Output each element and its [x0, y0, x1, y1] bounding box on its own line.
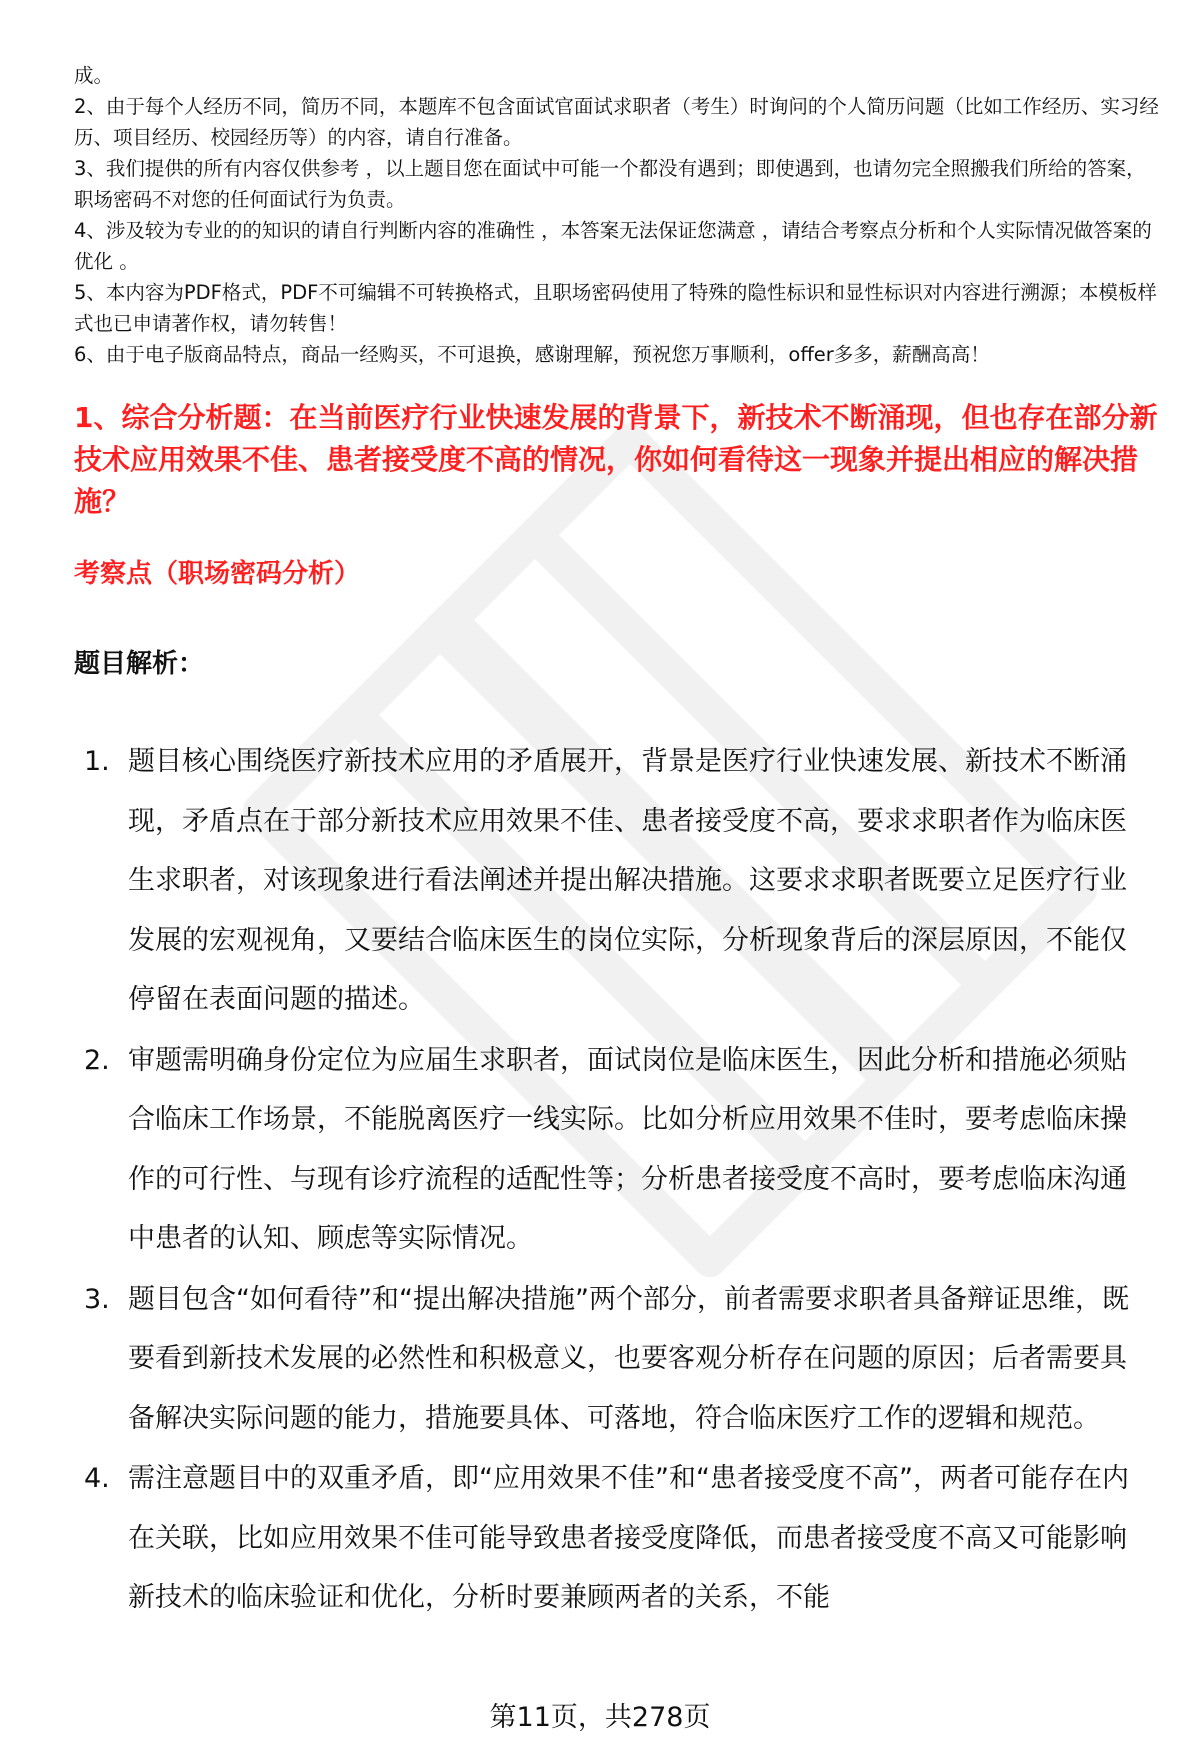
- item-text: 题目核心围绕医疗新技术应用的矛盾展开，背景是医疗行业快速发展、新技术不断涌现，矛盾点在于部分新技术应用效果不佳、患者接受度不高，要求求职者作为临床医生求职者，对该现象进行看法阐述并提出解决措施。这要求求职者既要立足医疗行业发展的宏观视角，又要结合临床医生的岗位实际，分析现象背后的深层原因，不能仅停留在表面问题的描述。: [128, 746, 1127, 1015]
- item-text: 需注意题目中的双重矛盾，即“应用效果不佳”和“患者接受度不高”，两者可能存在内在关联，比如应用效果不佳可能导致患者接受度降低，而患者接受度不高又可能影响新技术的临床验证和优化，分析时要兼顾两者的关系，不能: [128, 1463, 1129, 1613]
- analysis-list: [74, 732, 1144, 1629]
- note-line: 5、本内容为PDF格式，PDF不可编辑不可转换格式，且职场密码使用了特殊的隐性标识和显性标识对内容进行溯源；本模板样式也已申请著作权，请勿转售！: [74, 281, 1157, 335]
- item-text: 题目包含“如何看待”和“提出解决措施”两个部分，前者需要求职者具备辩证思维，既要看到新技术发展的必然性和积极意义，也要客观分析存在问题的原因；后者需要具备解决实际问题的能力，措施要具体、可落地，符合临床医疗工作的逻辑和规范。: [128, 1283, 1129, 1434]
- item-number: 4.: [84, 1463, 110, 1494]
- question-title: 1、综合分析题：在当前医疗行业快速发展的背景下，新技术不断涌现，但也存在部分新技术应用效果不佳、患者接受度不高的情况，你如何看待这一现象并提出相应的解决措施？: [74, 401, 1158, 518]
- analysis-item: [74, 732, 1144, 1030]
- note-line: 3、我们提供的所有内容仅供参考 ，以上题目您在面试中可能一个都没有遇到；即使遇到，也请勿完全照搬我们所给的答案，职场密码不对您的任何面试行为负责。: [74, 157, 1146, 211]
- item-number: 1.: [84, 746, 110, 777]
- kaochadian-heading: 考察点（职场密码分析）: [74, 559, 361, 589]
- note-line: 成。: [74, 64, 114, 87]
- page-footer: 第11页，共278页: [489, 1702, 711, 1733]
- note-line: 6、由于电子版商品特点，商品一经购买，不可退换，感谢理解，预祝您万事顺利，offer多多，薪酬高高！: [74, 343, 990, 366]
- note-line: 4、涉及较为专业的的知识的请自行判断内容的准确性 ，本答案无法保证您满意 ，请结合考察点分析和个人实际情况做答案的优化 。: [74, 219, 1152, 273]
- timu-jiexi-heading: 题目解析：: [74, 649, 205, 679]
- item-text: 审题需明确身份定位为应届生求职者，面试岗位是临床医生，因此分析和措施必须贴合临床工作场景，不能脱离医疗一线实际。比如分析应用效果不佳时，要考虑临床操作的可行性、与现有诊疗流程的适配性等；分析患者接受度不高时，要考虑临床沟通中患者的认知、顾虑等实际情况。: [128, 1044, 1127, 1254]
- analysis-item: [74, 1031, 1144, 1269]
- item-number: 2.: [84, 1044, 110, 1076]
- notes-block: [74, 60, 1164, 370]
- note-line: 2、由于每个人经历不同，简历不同，本题库不包含面试官面试求职者（考生）时询问的个人简历问题（比如工作经历、实习经历、项目经历、校园经历等）的内容，请自行准备。: [74, 95, 1159, 149]
- item-number: 3.: [84, 1283, 110, 1315]
- analysis-item: [74, 1449, 1144, 1628]
- analysis-item: [74, 1270, 1144, 1449]
